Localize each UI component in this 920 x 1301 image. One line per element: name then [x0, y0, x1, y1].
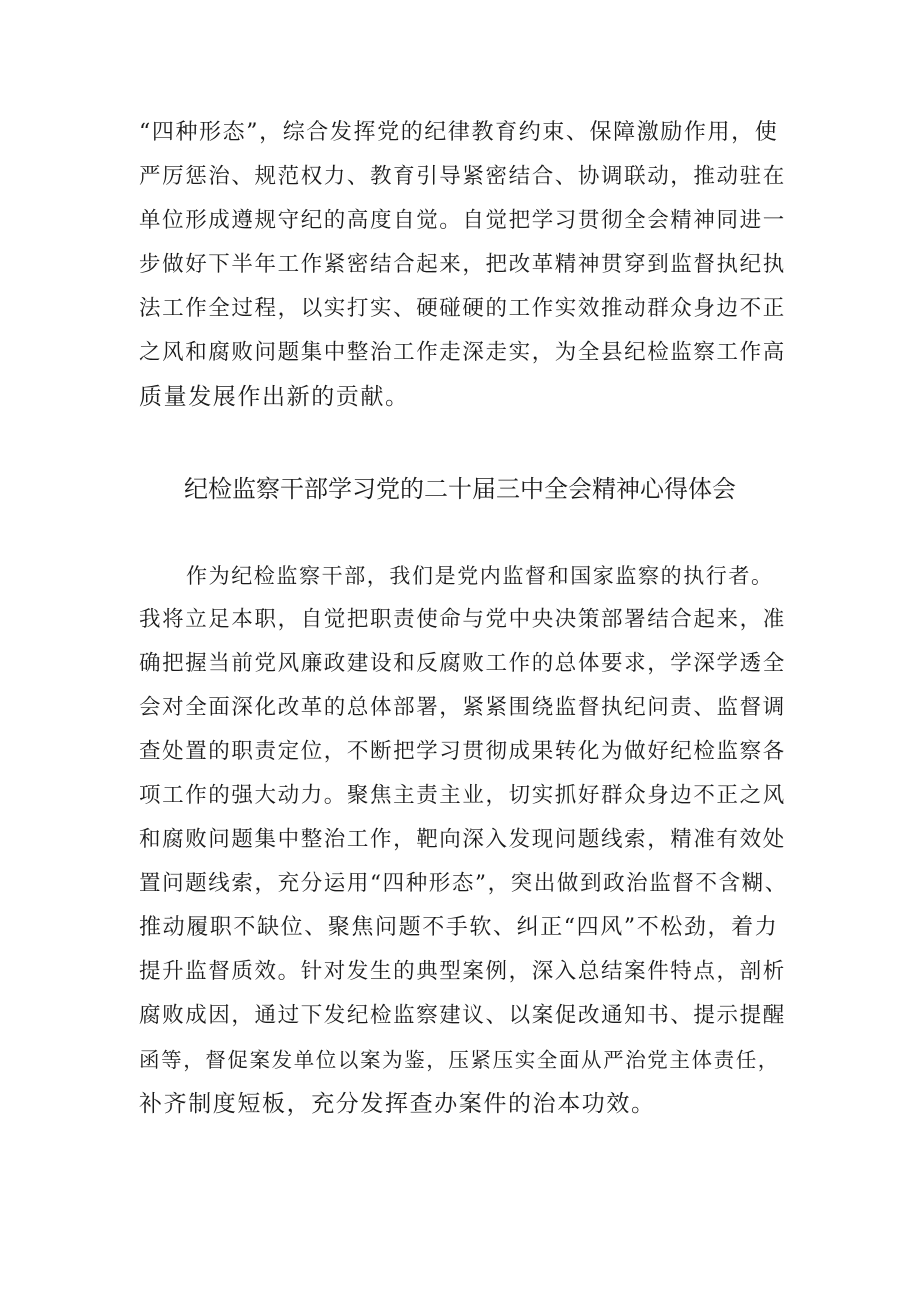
paragraph-line: 和腐败问题集中整治工作，靶向深入发现问题线索，精准有效处: [139, 827, 786, 852]
paragraph-line: 函等，督促案发单位以案为鉴，压紧压实全面从严治党主体责任，: [139, 1048, 780, 1072]
paragraph-line: 会对全面深化改革的总体部署，紧紧围绕监督执纪问责、监督调: [139, 695, 786, 720]
paragraph-line: 作为纪检监察干部，我们是党内监督和国家监察的执行者。: [186, 564, 774, 588]
paragraph-line: 之风和腐败问题集中整治工作走深走实，为全县纪检监察工作高: [139, 340, 786, 365]
paragraph-line: 查处置的职责定位，不断把学习贯彻成果转化为做好纪检监察各: [139, 739, 786, 764]
paragraph-line: “四种形态”，综合发挥党的纪律教育约束、保障激励作用，使: [139, 120, 779, 145]
section-heading: 纪检监察干部学习党的二十届三中全会精神心得体会: [184, 475, 736, 503]
paragraph-line: 严厉惩治、规范权力、教育引导紧密结合、协调联动，推动驻在: [139, 164, 786, 189]
paragraph-line: 提升监督质效。针对发生的典型案例，深入总结案件特点，剖析: [139, 959, 786, 984]
paragraph-line: 腐败成因，通过下发纪检监察建议、以案促改通知书、提示提醒: [139, 1003, 786, 1028]
paragraph-line: 置问题线索，充分运用“四种形态”，突出做到政治监督不含糊、: [139, 871, 788, 896]
paragraph-line: 补齐制度短板，充分发挥查办案件的治本功效。: [139, 1091, 656, 1117]
paragraph-line: 项工作的强大动力。聚焦主责主业，切实抓好群众身边不正之风: [139, 783, 786, 808]
paragraph-line: 步做好下半年工作紧密结合起来，把改革精神贯穿到监督执纪执: [139, 252, 786, 277]
paragraph-line: 质量发展作出新的贡献。: [139, 384, 410, 410]
paragraph-line: 法工作全过程，以实打实、硬碰硬的工作实效推动群众身边不正: [139, 296, 786, 321]
paragraph-line: 我将立足本职，自觉把职责使命与党中央决策部署结合起来，准: [139, 607, 786, 632]
paragraph-line: 确把握当前党风廉政建设和反腐败工作的总体要求，学深学透全: [139, 651, 786, 676]
paragraph-line: 推动履职不缺位、聚焦问题不手软、纠正“四风”不松劲，着力: [139, 915, 779, 940]
paragraph-line: 单位形成遵规守纪的高度自觉。自觉把学习贯彻全会精神同进一: [139, 208, 786, 233]
